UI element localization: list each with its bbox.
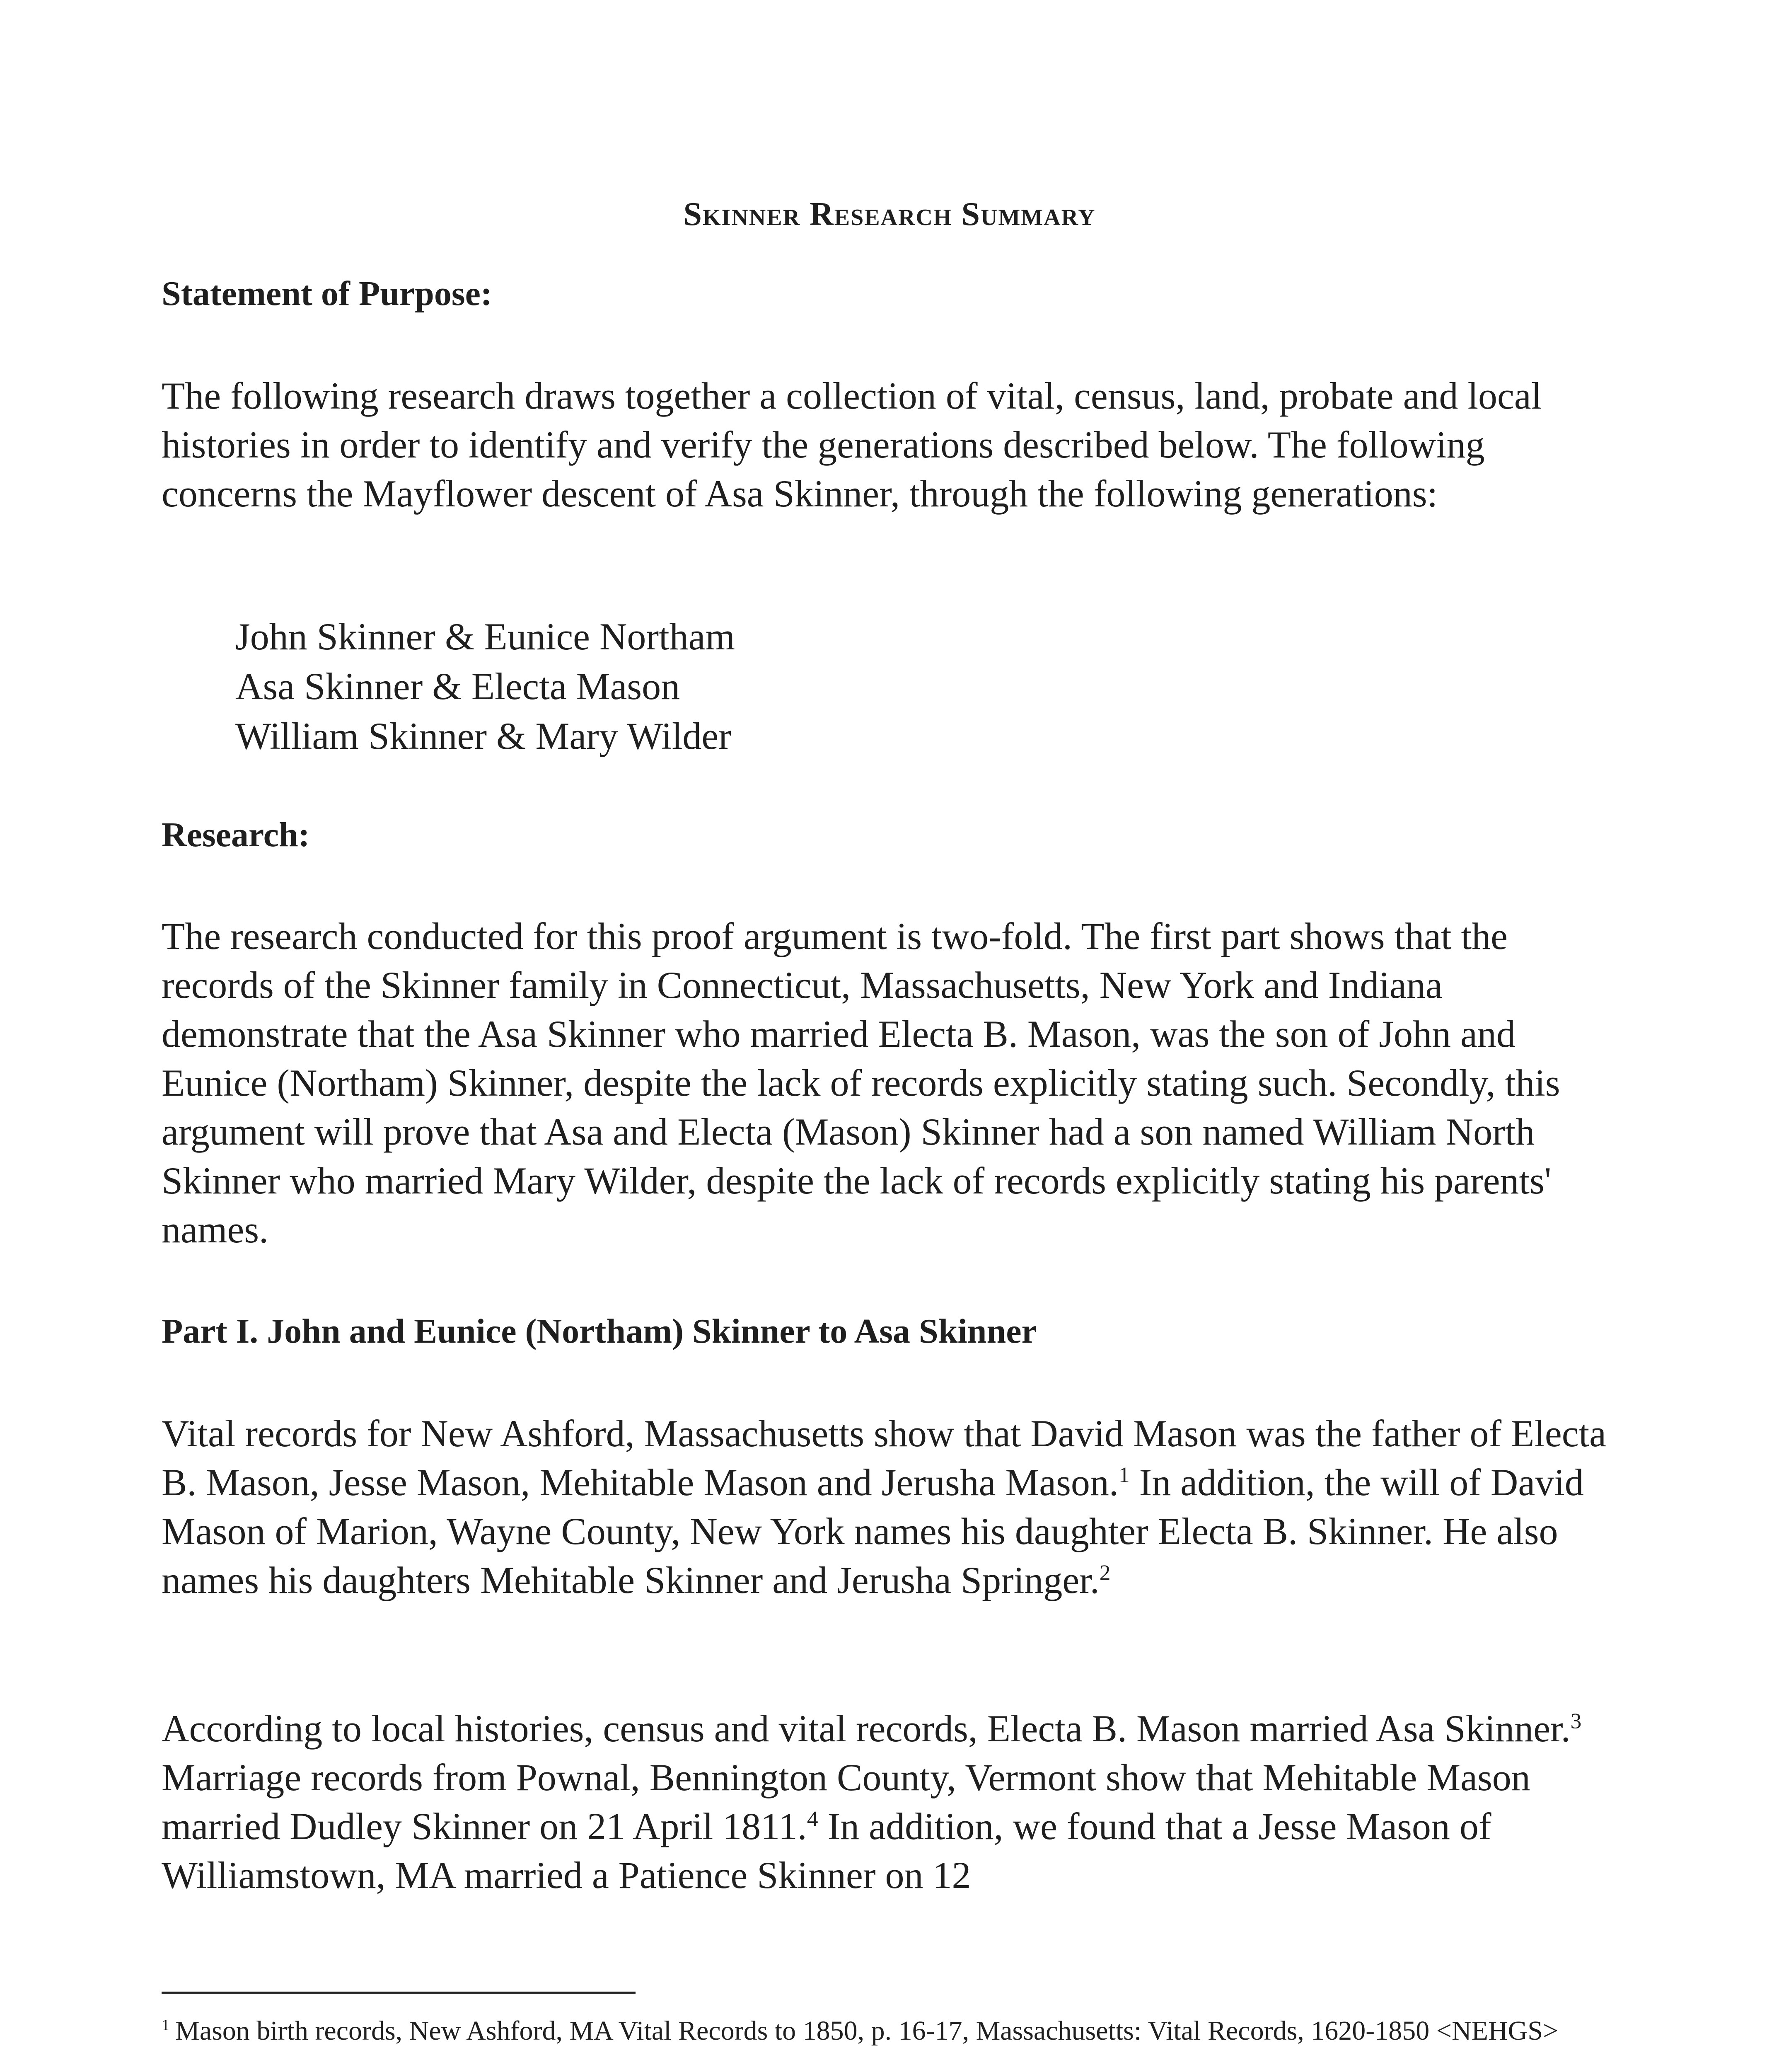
footnote-divider	[162, 1992, 636, 1994]
research-heading: Research:	[162, 816, 310, 854]
generation-item: John Skinner & Eunice Northam	[235, 615, 735, 658]
generation-item: Asa Skinner & Electa Mason	[235, 665, 680, 707]
footnote-ref[interactable]: 4	[807, 1806, 818, 1831]
generations-list	[235, 612, 735, 761]
footnote-1: $^1$ Mason birth records, New Ashford, MA Vital Records to 1850, p. 16-17, Massachusetts: Vital Records, 1620-1850 <NEHGS>	[162, 2016, 1559, 2046]
footnote-ref[interactable]: 3	[1570, 1708, 1582, 1733]
footnote-ref[interactable]: 1	[1118, 1462, 1130, 1487]
footnote-ref[interactable]: 2	[1099, 1560, 1111, 1585]
part1-heading: Part I. John and Eunice (Northam) Skinner to Asa Skinner	[162, 1312, 1037, 1351]
generation-item: William Skinner & Mary Wilder	[235, 715, 731, 757]
document-title: Skinner Research Summary	[683, 196, 1096, 232]
research-paragraph: The research conducted for this proof argument is two-fold. The first part shows that the records of the Skinner family in Connecticut, Massachusetts, New York and Indiana demonstrate that the Asa Skinner who married Electa B. Mason, was the son of John and Eunice (Northam) Skinner, despite the lack of records explicitly stating such. Secondly, this argument will prove that Asa and Electa (Mason) Skinner had a son named William North Skinner who married Mary Wilder, despite the lack of records explicitly stating his parents' names.	[162, 915, 1560, 1251]
purpose-paragraph: The following research draws together a collection of vital, census, land, probate and local histories in order to identify and verify the generations described below. The following concerns the Mayflower descent of Asa Skinner, through the following generations:	[162, 375, 1542, 515]
purpose-heading: Statement of Purpose:	[162, 274, 492, 313]
part1-paragraph-2: According to local histories, census and vital records, Electa B. Mason married Asa Skinner.$^3$ Marriage records from Pownal, Bennington County, Vermont show that Mehitable Mason married Dudley Skinner on 21 April 1811.$^4$ In addition, we found that a Jesse Mason of Williamstown, MA married a Patience Skinner on 12	[162, 1707, 1582, 1896]
part1-paragraph-1: Vital records for New Ashford, Massachusetts show that David Mason was the father of Electa B. Mason, Jesse Mason, Mehitable Mason and Jerusha Mason.$^1$ In addition, the will of David Mason of Marion, Wayne County, New York names his daughter Electa B. Skinner. He also names his daughters Mehitable Skinner and Jerusha Springer.$^2$	[162, 1412, 1606, 1601]
